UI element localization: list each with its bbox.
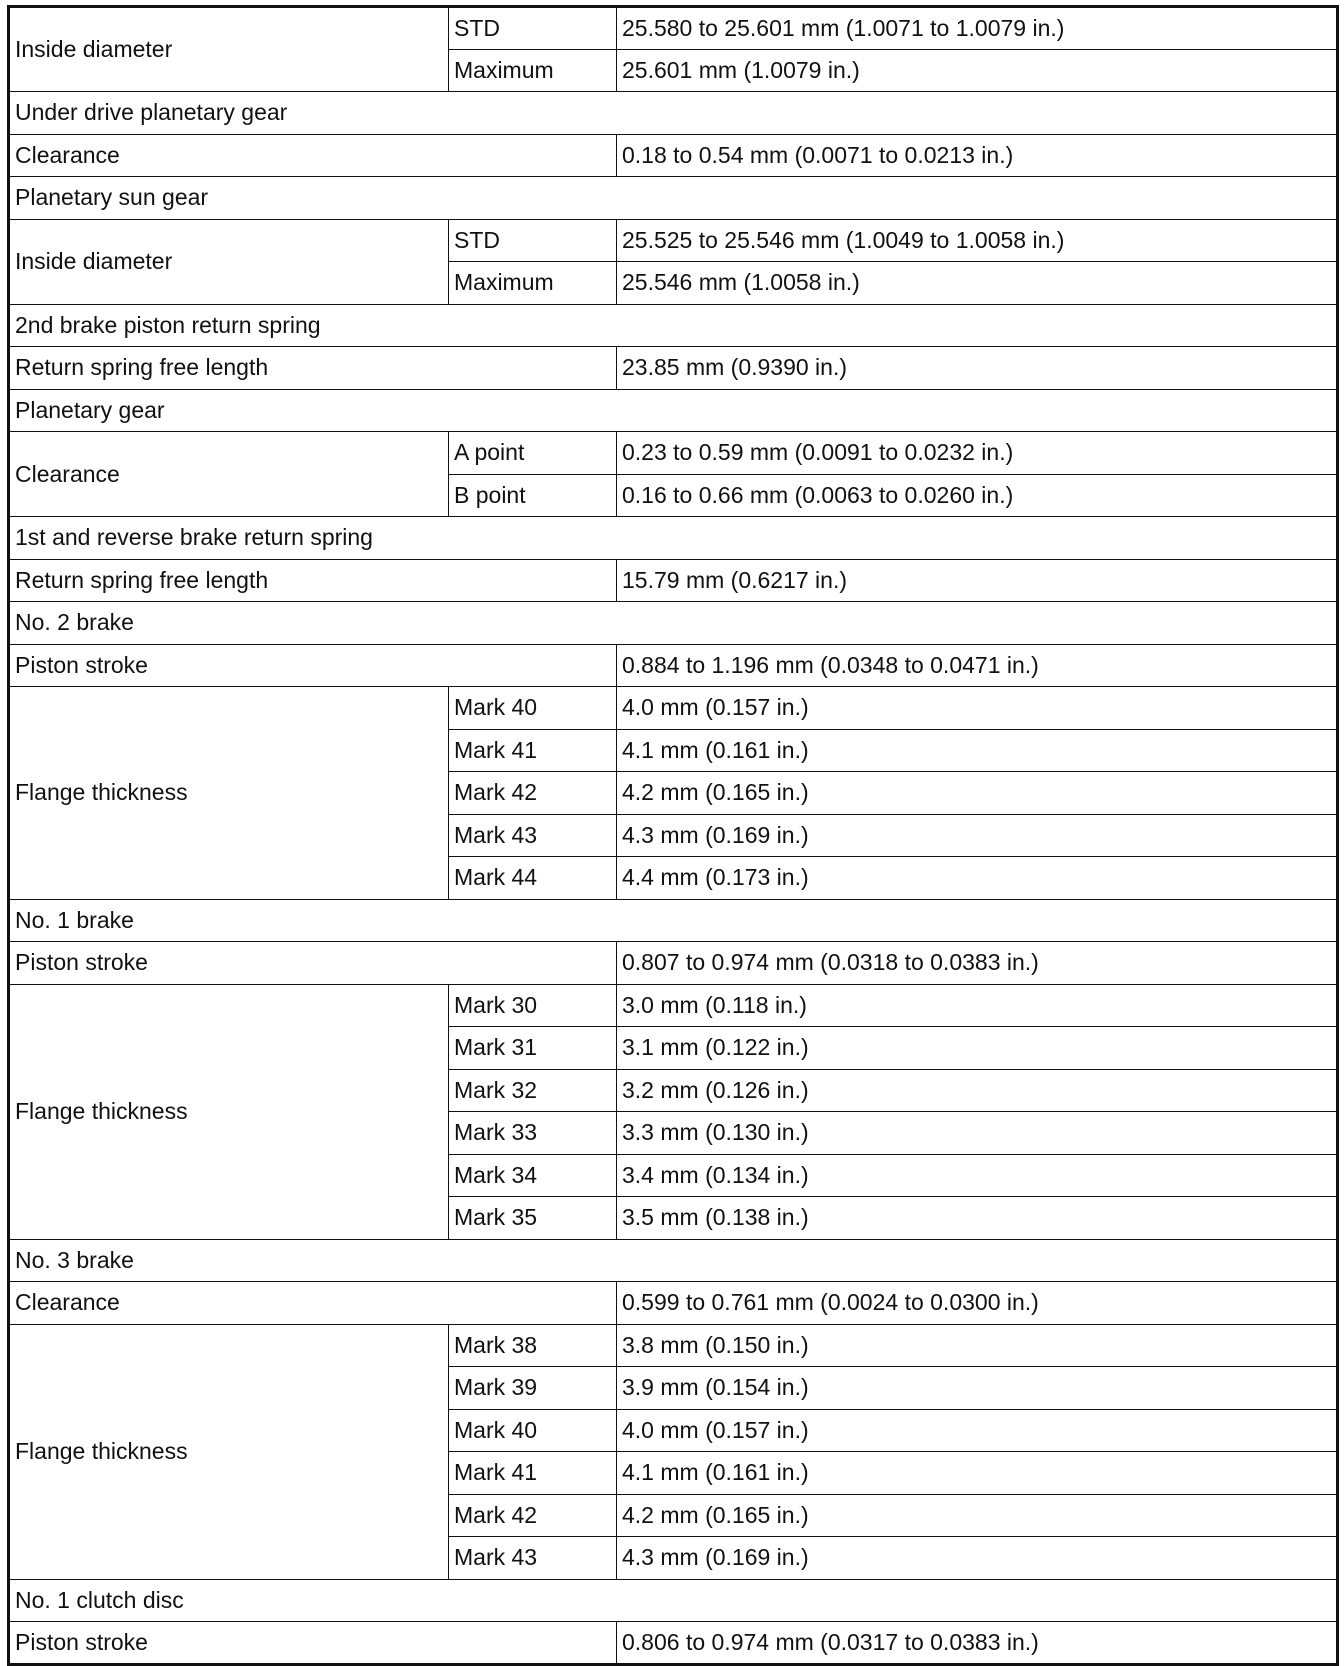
- spec-value-cell: 23.85 mm (0.9390 in.): [617, 347, 1338, 390]
- table-row: [9, 1282, 1338, 1325]
- table-row: [9, 1579, 1338, 1622]
- condition-cell: Mark 34: [449, 1154, 617, 1197]
- spec-value-cell: 3.5 mm (0.138 in.): [617, 1197, 1338, 1240]
- table-row: [9, 984, 1338, 1027]
- table-row: [9, 1324, 1338, 1367]
- table-row: [9, 389, 1338, 432]
- condition-cell: Mark 43: [449, 1537, 617, 1580]
- spec-value-cell: 25.580 to 25.601 mm (1.0071 to 1.0079 in.): [617, 7, 1338, 50]
- condition-cell: Maximum: [449, 49, 617, 92]
- spec-value-cell: 0.884 to 1.196 mm (0.0348 to 0.0471 in.): [617, 644, 1338, 687]
- table-row: [9, 92, 1338, 135]
- spec-value-cell: 0.18 to 0.54 mm (0.0071 to 0.0213 in.): [617, 134, 1338, 177]
- spec-value-cell: 4.1 mm (0.161 in.): [617, 1452, 1338, 1495]
- item-label-cell: Clearance: [9, 432, 449, 517]
- condition-cell: Mark 33: [449, 1112, 617, 1155]
- spec-value-cell: 0.599 to 0.761 mm (0.0024 to 0.0300 in.): [617, 1282, 1338, 1325]
- condition-cell: Mark 42: [449, 1494, 617, 1537]
- item-label-cell: Return spring free length: [9, 559, 617, 602]
- section-heading-cell: Under drive planetary gear: [9, 92, 1338, 135]
- section-heading-cell: No. 1 clutch disc: [9, 1579, 1338, 1622]
- spec-value-cell: 3.8 mm (0.150 in.): [617, 1324, 1338, 1367]
- item-label-cell: Piston stroke: [9, 1622, 617, 1665]
- section-heading-cell: 1st and reverse brake return spring: [9, 517, 1338, 560]
- spec-value-cell: 25.601 mm (1.0079 in.): [617, 49, 1338, 92]
- section-heading-cell: No. 2 brake: [9, 602, 1338, 645]
- condition-cell: Maximum: [449, 262, 617, 305]
- item-label-cell: Flange thickness: [9, 687, 449, 900]
- condition-cell: A point: [449, 432, 617, 475]
- condition-cell: Mark 35: [449, 1197, 617, 1240]
- table-row: [9, 7, 1338, 50]
- spec-value-cell: 4.3 mm (0.169 in.): [617, 814, 1338, 857]
- condition-cell: STD: [449, 219, 617, 262]
- table-row: [9, 1622, 1338, 1665]
- table-row: [9, 602, 1338, 645]
- table-row: [9, 687, 1338, 730]
- table-row: [9, 517, 1338, 560]
- condition-cell: Mark 30: [449, 984, 617, 1027]
- spec-value-cell: 4.2 mm (0.165 in.): [617, 1494, 1338, 1537]
- table-row: [9, 177, 1338, 220]
- table-row: [9, 644, 1338, 687]
- spec-value-cell: 25.546 mm (1.0058 in.): [617, 262, 1338, 305]
- table-row: [9, 432, 1338, 475]
- condition-cell: Mark 39: [449, 1367, 617, 1410]
- table-row: [9, 559, 1338, 602]
- item-label-cell: Piston stroke: [9, 644, 617, 687]
- item-label-cell: Flange thickness: [9, 984, 449, 1239]
- spec-table: [7, 5, 1339, 1666]
- spec-value-cell: 0.16 to 0.66 mm (0.0063 to 0.0260 in.): [617, 474, 1338, 517]
- spec-value-cell: 4.1 mm (0.161 in.): [617, 729, 1338, 772]
- spec-value-cell: 3.9 mm (0.154 in.): [617, 1367, 1338, 1410]
- condition-cell: Mark 32: [449, 1069, 617, 1112]
- condition-cell: Mark 41: [449, 729, 617, 772]
- section-heading-cell: No. 3 brake: [9, 1239, 1338, 1282]
- condition-cell: Mark 31: [449, 1027, 617, 1070]
- item-label-cell: Piston stroke: [9, 942, 617, 985]
- section-heading-cell: No. 1 brake: [9, 899, 1338, 942]
- spec-value-cell: 0.807 to 0.974 mm (0.0318 to 0.0383 in.): [617, 942, 1338, 985]
- condition-cell: Mark 44: [449, 857, 617, 900]
- spec-value-cell: 0.806 to 0.974 mm (0.0317 to 0.0383 in.): [617, 1622, 1338, 1665]
- spec-value-cell: 4.4 mm (0.173 in.): [617, 857, 1338, 900]
- spec-value-cell: 0.23 to 0.59 mm (0.0091 to 0.0232 in.): [617, 432, 1338, 475]
- section-heading-cell: Planetary gear: [9, 389, 1338, 432]
- spec-value-cell: 3.0 mm (0.118 in.): [617, 984, 1338, 1027]
- table-row: [9, 942, 1338, 985]
- table-row: [9, 1239, 1338, 1282]
- table-row: [9, 134, 1338, 177]
- condition-cell: Mark 42: [449, 772, 617, 815]
- spec-value-cell: 4.0 mm (0.157 in.): [617, 1409, 1338, 1452]
- item-label-cell: Inside diameter: [9, 7, 449, 92]
- condition-cell: Mark 43: [449, 814, 617, 857]
- item-label-cell: Return spring free length: [9, 347, 617, 390]
- spec-value-cell: 15.79 mm (0.6217 in.): [617, 559, 1338, 602]
- spec-value-cell: 3.4 mm (0.134 in.): [617, 1154, 1338, 1197]
- table-row: [9, 304, 1338, 347]
- spec-value-cell: 3.3 mm (0.130 in.): [617, 1112, 1338, 1155]
- item-label-cell: Clearance: [9, 1282, 617, 1325]
- spec-value-cell: 3.2 mm (0.126 in.): [617, 1069, 1338, 1112]
- spec-value-cell: 4.0 mm (0.157 in.): [617, 687, 1338, 730]
- condition-cell: Mark 40: [449, 687, 617, 730]
- table-row: [9, 899, 1338, 942]
- table-row: [9, 219, 1338, 262]
- condition-cell: Mark 38: [449, 1324, 617, 1367]
- item-label-cell: Flange thickness: [9, 1324, 449, 1579]
- spec-value-cell: 25.525 to 25.546 mm (1.0049 to 1.0058 in.): [617, 219, 1338, 262]
- condition-cell: B point: [449, 474, 617, 517]
- condition-cell: STD: [449, 7, 617, 50]
- spec-value-cell: 4.3 mm (0.169 in.): [617, 1537, 1338, 1580]
- item-label-cell: Clearance: [9, 134, 617, 177]
- spec-value-cell: 3.1 mm (0.122 in.): [617, 1027, 1338, 1070]
- table-row: [9, 347, 1338, 390]
- section-heading-cell: 2nd brake piston return spring: [9, 304, 1338, 347]
- condition-cell: Mark 41: [449, 1452, 617, 1495]
- spec-table-body: [9, 7, 1338, 1665]
- item-label-cell: Inside diameter: [9, 219, 449, 304]
- condition-cell: Mark 40: [449, 1409, 617, 1452]
- section-heading-cell: Planetary sun gear: [9, 177, 1338, 220]
- spec-value-cell: 4.2 mm (0.165 in.): [617, 772, 1338, 815]
